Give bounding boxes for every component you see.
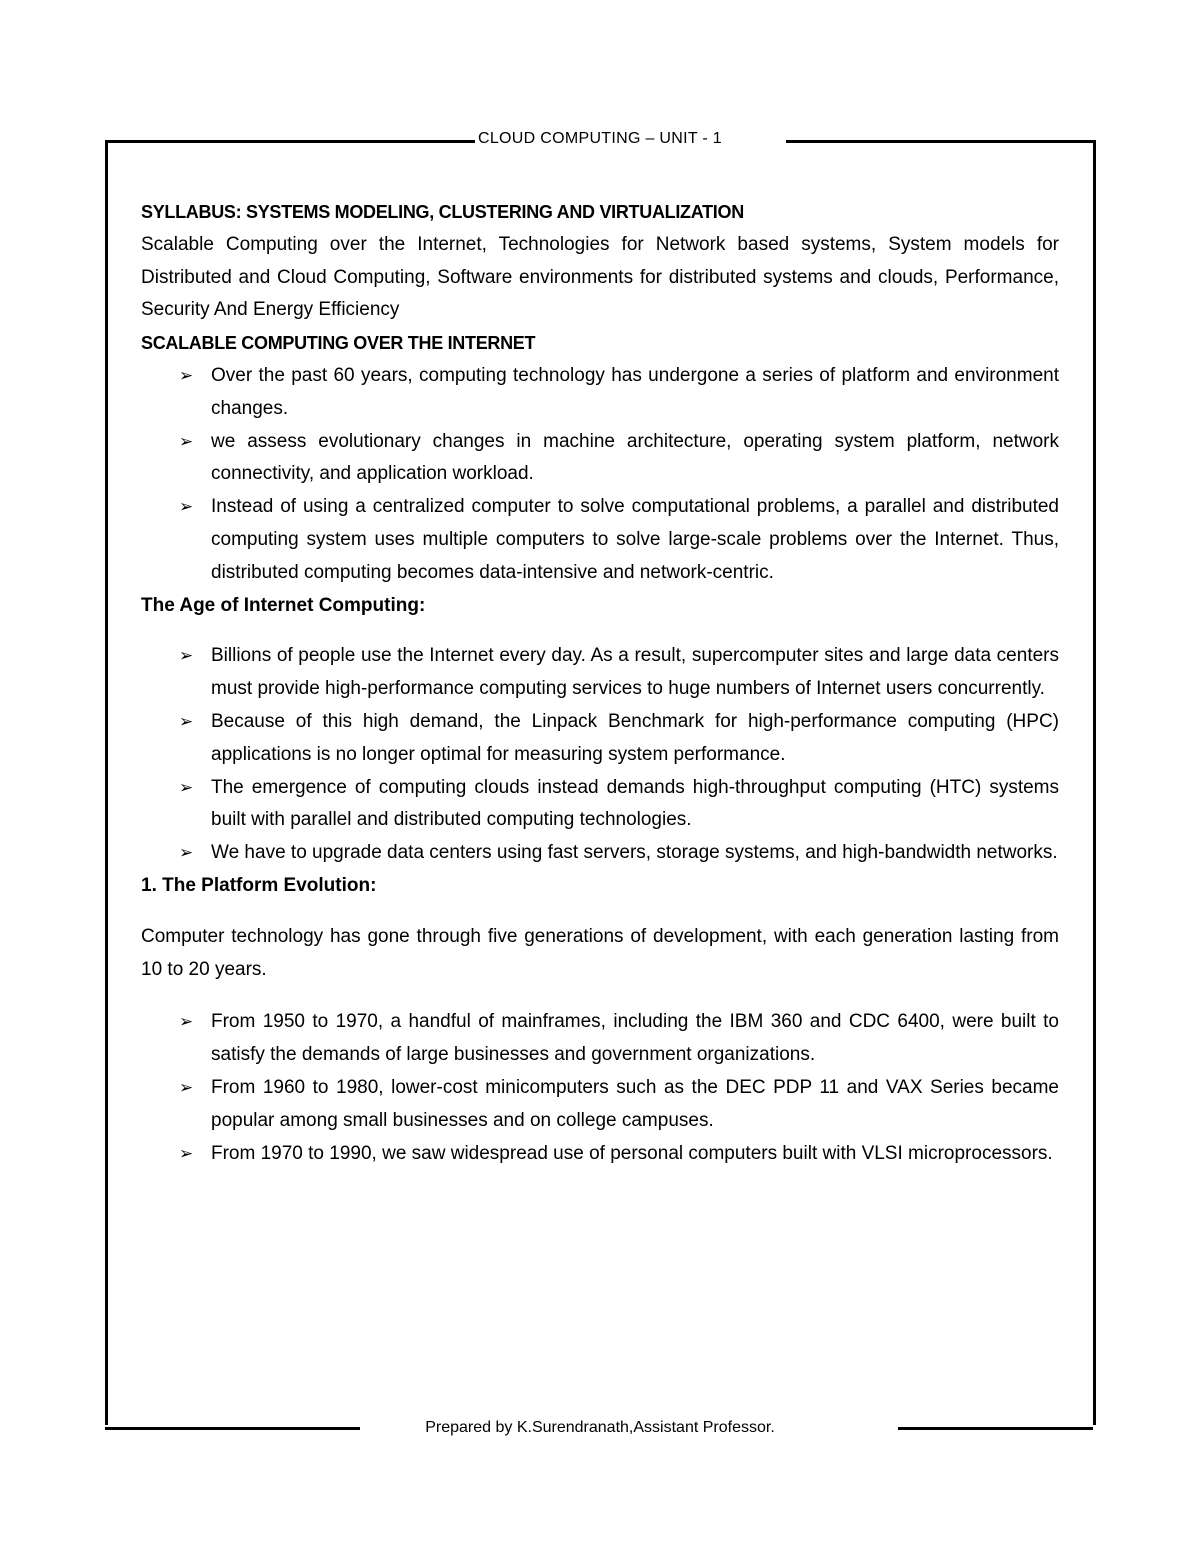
arrowhead-bullet-icon: ➢ xyxy=(179,646,194,666)
list-item: ➢ Instead of using a centralized computer to solve computational problems, a parallel and distributed computing system uses multiple computers to solve large-scale problems over the Internet. Thus, distributed computing becomes data-intensive and network-centric. xyxy=(141,491,1059,589)
bullet-list-scalable xyxy=(141,360,1059,590)
list-item: ➢ we assess evolutionary changes in machine architecture, operating system platform, network connectivity, and application workload. xyxy=(141,426,1059,492)
list-item: ➢ Because of this high demand, the Linpack Benchmark for high-performance computing (HPC) applications is no longer optimal for measuring system performance. xyxy=(141,706,1059,772)
arrowhead-bullet-icon: ➢ xyxy=(179,365,194,385)
list-item: ➢ We have to upgrade data centers using fast servers, storage systems, and high-bandwidth networks. xyxy=(141,837,1059,870)
arrowhead-bullet-icon: ➢ xyxy=(179,1077,194,1097)
section-heading-platform-evolution: 1. The Platform Evolution: xyxy=(141,874,377,896)
arrowhead-bullet-icon: ➢ xyxy=(179,1012,194,1032)
list-item: ➢ From 1960 to 1980, lower-cost minicomputers such as the DEC PDP 11 and VAX Series became popular among small businesses and on college campuses. xyxy=(141,1072,1059,1138)
bullet-list-internet-age xyxy=(141,640,1059,870)
arrowhead-bullet-icon: ➢ xyxy=(179,497,194,517)
section-heading-internet-age: The Age of Internet Computing: xyxy=(141,594,426,616)
arrowhead-bullet-icon: ➢ xyxy=(179,777,194,797)
list-item: ➢ From 1950 to 1970, a handful of mainframes, including the IBM 360 and CDC 6400, were built to satisfy the demands of large businesses and government organizations. xyxy=(141,1006,1059,1072)
arrowhead-bullet-icon: ➢ xyxy=(179,711,194,731)
arrowhead-bullet-icon: ➢ xyxy=(179,843,194,863)
arrowhead-bullet-icon: ➢ xyxy=(179,1143,194,1163)
list-item: ➢ Billions of people use the Internet every day. As a result, supercomputer sites and large data centers must provide high-performance computing services to huge numbers of Internet users concurrently. xyxy=(141,640,1059,706)
document-body xyxy=(141,196,1059,1170)
syllabus-heading: SYLLABUS: SYSTEMS MODELING, CLUSTERING AND VIRTUALIZATION xyxy=(141,202,744,222)
list-item: ➢ From 1970 to 1990, we saw widespread use of personal computers built with VLSI microprocessors. xyxy=(141,1138,1059,1171)
syllabus-text: Scalable Computing over the Internet, Technologies for Network based systems, System models for Distributed and Cloud Computing, Software environments for distributed systems and clouds, Performance, Security And Energy Efficiency xyxy=(141,233,1059,321)
section-title-scalable: SCALABLE COMPUTING OVER THE INTERNET xyxy=(141,333,536,354)
platform-evolution-intro: Computer technology has gone through five generations of development, with each generation lasting from 10 to 20 years. xyxy=(141,925,1059,980)
arrowhead-bullet-icon: ➢ xyxy=(179,431,194,451)
bullet-list-platform-evolution xyxy=(141,1006,1059,1170)
page-footer-credit: Prepared by K.Surendranath,Assistant Professor. xyxy=(425,1419,775,1436)
page-header-title: CLOUD COMPUTING – UNIT - 1 xyxy=(478,130,722,147)
list-item: ➢ Over the past 60 years, computing technology has undergone a series of platform and environment changes. xyxy=(141,360,1059,426)
list-item: ➢ The emergence of computing clouds instead demands high-throughput computing (HTC) systems built with parallel and distributed computing technologies. xyxy=(141,772,1059,838)
